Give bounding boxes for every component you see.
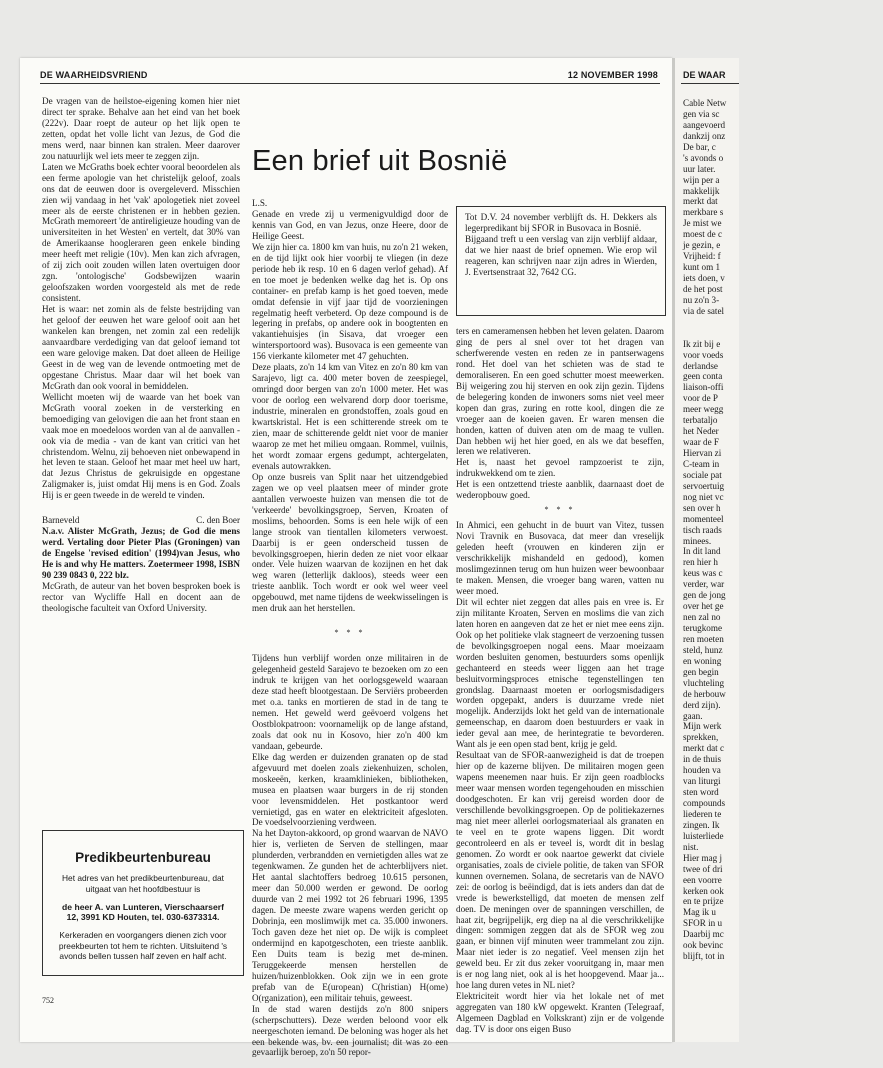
issue-date: 12 NOVEMBER 1998 [567,70,658,80]
section-header: DE WAARHEIDSVRIEND [40,70,148,80]
review-paragraph: Laten we McGraths boek echter vooral beoordelen als een ferme apologie van het christelijk geloof, zoals ons dat de eeuwen door is overgeleverd. Misschien zien wij vandaag in het 'vak' apologetiek niet zoveel meer als de eerste christenen er in hebben gezien. McGrath memoreert 'de antireligieuze houding van de universiteiten in het Westen' en vertelt, dat 30% van de Amerikaanse hoogleraren geen enkele binding meer heeft met religie (10v). Men kan zich afvragen, of zij zich ooit zouden willen laten overtuigen door zgn. 'ontologische' Godsbewijzen waarin geloofszaken worden voorgesteld als met de rede consistent. [42,161,240,304]
next-page-line: terugkome [683,623,723,633]
next-page-line: kunt om 1 [683,262,721,273]
editorial-note-box [456,206,666,316]
section-divider: * * * [334,628,366,638]
article-column-1 [252,198,448,1058]
note-paragraph: Bijgaand treft u een verslag van zijn verblijf aldaar, dat we hier naast de brief opnemen. Wie erop wil reageren, kan schrijven naar zijn adres in Wierden, J. Evertsenstraat 32, 7642 CG. [465,233,657,277]
next-page-line: makkelijk [683,185,720,196]
next-page-line: steld, hunz [683,644,723,655]
next-page-line: Mag ik u [683,907,716,918]
next-page-line: waar de F [683,437,719,448]
next-page-line: kerken ook [683,885,724,896]
article-paragraph: Resultaat van de SFOR-aanwezigheid is dat de troepen hier op de kazerne blijven. De militairen mogen geen wapens meenemen naar huis. Er zijn geen roadblocks meer waar mensen worden tegengehouden en misschien doodgeschoten. Er kan vrij gereisd worden door de verschillende bevolkingsgroepen. Op de politiekazernes mag niet meer allerlei oorlogsmateriaal als granaten en te veel en te grote wapens liggen. Dit wordt gecontroleerd en als er teveel is, wordt dit in beslag genomen. Zo wordt er ook naartoe gewerkt dat civiele organisaties, zoals de civiele politie, de taken van SFOR kunnen overnemen. Solana, de secretaris van de NAVO zei: de oorlog is beëindigd, dat is iets anders dan dat de vrede is bewerkstelligd, dat moeten de mensen zelf doen. De meningen over de spanningen verschillen, de haat zit, begrijpelijk, erg diep na al die verschrikkelijke dingen: sommigen zeggen dat als de SFOR weg zou gaan, er binnen vijf minuten weer trammelant zou zijn. Maar niet ieder is zo negatief. Veel mensen zijn het geweld beu. Er zit dus zeker vooruitgang in, maar men is er nog lang niet, ook al is het hoopgevend. Maar ja... hoe lang duren vetes in NL niet? [456,750,664,991]
article-paragraph: We zijn hier ca. 1800 km van huis, nu zo'n 21 weken, en de tijd lijkt ook hier voorbij te vliegen (in deze periode heb ik resp. 10 en 6 dagen verlof gehad). Af en toe moet je bedenken welke dag het is. Op ons container- en prefab kamp is het goed toeven, mede omdat defensie in vijf jaar tijd de voorzieningen regelmatig heeft verbeterd. Op deze compound is de legering in prefabs, op andere ook in boogtenten en vakantiehuisjes (in Sisava, dat vroeger een wintersportoord was). Busovaca is een gemeente van 156 vierkante kilometer met 47 gehuchten. [252,241,448,362]
bibliography [42,526,240,581]
predikbeurtenbureau-box [42,830,244,976]
next-page-line: C-team in [683,458,720,469]
next-page-line: luisterliede [683,830,724,841]
next-page-text [683,98,883,962]
article-paragraph: Elektriciteit wordt hier via het lokale net of met aggregaten van 180 kW opgewekt. Kranten (Telegraaf, Algemeen Dagblad en Volkskrant) zijn er de volgende dag. TV is door ons eigen Buso [456,991,664,1035]
next-page-line: moest de c [683,229,723,240]
next-page-line: vluchteling [683,677,725,688]
next-page-line: uur later. [683,163,716,174]
next-page-line: wijn per a [683,174,720,185]
article-paragraph: Tijdens hun verblijf worden onze militairen in de gelegenheid gesteld Sarajevo te bezoeken om zo een indruk te krijgen van het oorlogsgeweld waaraan deze stad heeft blootgestaan. De Serviërs probeerden met o.a. tanks en mortieren de stad in de tang te nemen. Het geweld werd geëvoerd volgens het Oostblokpatroon: voornamelijk op de lange afstand, zoals dat ook nu in Kosovo, hier zo'n 400 km vandaan, gebeurde. [252,653,448,751]
salutation: L.S. [252,198,268,208]
page-number: 752 [42,996,54,1005]
next-page-line: ook bevinc [683,940,724,951]
article-title: Een brief uit Bosnië [252,145,508,177]
next-page-line: de het post [683,283,723,294]
review-paragraph: De vragen van de heilstoe-eigening komen hier niet direct ter sprake. Behalve aan het eind van het boek (222v). Daar roept de auteur op het lijk open te zetten, opdat het volle licht van Jezus, de God die mens werd, naar binnen kan stralen. Meer daarover zou natuurlijk wel iets meer te zeggen zijn. [42,96,240,161]
next-page-line: via de satel [683,305,725,316]
next-page-line: Vrijheid: f [683,251,721,262]
author-note: McGrath, de auteur van het boven besproken boek is rector van Wycliffe Hall en docent aan de theologische faculteit van Oxford University. [42,580,240,613]
next-page-line: gen de jong [683,590,726,601]
article-column-2 [456,326,664,1035]
box-title: Predikbeurtenbureau [75,850,211,865]
next-page-line: nist. [683,841,699,852]
next-page-line: tisch raads [683,524,722,535]
next-page-line: derlandse [683,360,718,371]
next-page-edge [672,58,739,1042]
next-page-line: keus was c [683,568,723,579]
next-page-line: je gezin, e [683,240,721,251]
next-page-line: gen via sc [683,108,720,119]
next-page-line: nen zal no [683,612,721,623]
next-page-line: sten word [683,787,719,798]
next-page-line: ren hier h [683,557,718,568]
next-page-line: Mijn werk [683,721,722,732]
next-page-line: liaison-offi [683,382,724,393]
next-page-line: Ik zit bij e [683,338,721,349]
next-page-line: blijft, tot in [683,951,725,962]
next-page-line: liederen te [683,808,722,819]
next-page-line: van liturgi [683,776,721,787]
next-page-line: het Neder [683,426,719,437]
next-page-line: momenteel [683,513,724,524]
next-page-line: De bar, c [683,141,716,152]
next-page-line: Cable Netw [683,98,727,108]
header-rule [40,83,660,84]
next-page-line: Daarbij mc [683,929,724,940]
article-paragraph: Na het Dayton-akkoord, op grond waarvan de NAVO hier is, verlieten de Serven de stellingen, maar plunderden, verbrandden en vernietigden alles wat ze tegenkwamen. Ze gunden het de achterblijvers niet. Het aantal slachtoffers bedroeg 10.615 personen, meer dan 50.000 werden er gewond. De oorlog duurde van 2 mei 1992 tot 26 februari 1996, 1395 dagen. De meeste zware wapens werden gericht op Dobrinja, een moslimwijk met ca. 35.000 inwoners. Toch gaven deze het niet op. De wijk is compleet ondermijnd en kapotgeschoten, een trieste aanblik. Een Duits team is bezig met de-minen. Teruggekeerde mensen herstellen de huizen/huizenblokken. Ook zijn we in een grote prefab van de E(uropean) C(hristian) H(ome) O(rganization), een militair tehuis, geweest. [252,828,448,1003]
next-page-line: voor de P [683,393,718,404]
article-paragraph: In de stad waren destijds zo'n 800 snipers (scherpschutters). Deze werden beloond voor elk neergeschoten iemand. De beloning was hoger als het een bekende was, bv. een journalist; dit was zo een gevaarlijk beroep, zo'n 50 repor- [252,1003,448,1058]
article-paragraph: Deze plaats, zo'n 14 km van Vitez en zo'n 80 km van Sarajevo, ligt ca. 400 meter boven de zeespiegel, omringd door bergen van zo'n 1000 meter. Het was voor de oorlog een welvarend dorp door toerisme, industrie, mineralen en grondstoffen, zoals goud en kwartskristal. Het is een schitterende streek om te zien, maar de schitterende geldt niet voor de manier waarop ze met het milieu omgaan. Rommel, vuilnis, het wordt zomaar ergens gedumpt, achtergelaten, evenals autowrakken. [252,362,448,471]
next-page-line: over het ge [683,601,724,612]
note-paragraph: Tot D.V. 24 november verblijft ds. H. Dekkers als legerpredikant bij SFOR in Busovaca in Bosnië. [465,212,657,233]
next-page-line: meer wegg [683,404,724,415]
next-page-line: derd zijn). [683,699,721,710]
editorial-note [457,207,665,278]
section-divider: * * * [544,505,576,515]
next-page-line: dankzij onz [683,130,726,141]
box-intro: Het adres van het predikbeurtenbureau, dat uitgaat van het hoofdbestuur is [61,873,225,894]
next-page-line: sprekken, [683,732,719,743]
next-page-line: nu zo'n 3- [683,294,720,305]
page-gutter [672,58,675,1042]
next-page-line: merkt dat [683,196,718,207]
next-page-line: iets doen, v [683,273,725,283]
next-page-line: terbataljo [683,415,718,426]
bibliography-text: N.a.v. Alister McGrath, Jezus; de God die mens werd. Vertaling door Pieter Plas (Groningen) van de Engelse 'revised edition' (1994)van Jesus, who He is and why He matters. Zoetermeer 1998, ISBN 90 239 0843 0, 222 blz. [42,526,240,581]
next-page-line: aangevoerd [683,119,726,130]
box-address: de heer A. van Lunteren, Vierschaarserf 12, 3991 KD Houten, tel. 030-6373314. [62,901,224,923]
next-page-line: in de thuis [683,754,722,765]
article-paragraph: ters en cameramensen hebben het leven gelaten. Daarom ging de pers al snel over tot het dragen van scherfwerende vesten en reden ze in pantserwagens rond. Het doel van het schieten was de stad te demoraliseren. En een goed schutter moest meewerken. Bij weigering zou hij sterven en ook zijn gezin. Tijdens de belegering konden de inwoners soms niet veel meer kopen dan gras, zuring en rotte kool, dingen die ze vroeger aan de koeien gaven. Er waren mensen die honden, katten of duiven aten om de maag te vullen. Dan hebben wij het hier goed, en als we dat beseffen, leren we relativeren. [456,326,664,457]
article-paragraph: Het is een ontzettend trieste aanblik, daarnaast doet de wederopbouw goed. [456,479,664,501]
next-page-line: en te prijze [683,896,724,907]
next-page-line: ren moeten [683,633,724,644]
article-paragraph: In Ahmici, een gehucht in de buurt van Vitez, tussen Novi Travnik en Busovaca, dat meer dan vreselijk geleden heeft (vrouwen en kinderen zijn er verschrikkelijk mishandeld en gedood), komen moslimgezinnen terug om hun huizen weer bewoonbaar te maken. Mensen, die vroeger bang waren, vatten nu weer moed. [456,520,664,596]
newspaper-page [20,58,672,1058]
next-page-line: gaan. [683,710,703,721]
next-page-line: Je mist we [683,218,722,229]
next-page-line: merkt dat c [683,743,725,754]
review-column [42,96,240,614]
next-page-line [683,317,883,328]
next-page-line: verder, war [683,579,725,590]
signature-place: Barneveld [42,515,80,526]
next-page-line: voor voeds [683,349,724,360]
next-page-line: nog niet vc [683,491,724,502]
review-paragraph: Het is waar: net zomin als de felste bestrijding van het geloof der eeuwen het ware geloof ooit aan het wankelen kan brengen, net zomin zal een redelijk aanvaardbare verdediging van dat geloof iemand tot een ware gelovige maken. Dat doet alleen de Heilige Geest in de weg van de levende ontmoeting met de opgestane Christus. Maar daar wil het boek van McGrath dan ook vooral in bemiddelen. [42,304,240,391]
signature-name: C. den Boer [196,515,240,526]
next-page-line: SFOR in u [683,918,723,929]
next-page-line: merkbare s [683,207,724,218]
next-page-line: 's avonds o [683,152,724,163]
next-page-header: DE WAAR [683,70,726,80]
article-paragraph: Op onze busreis van Split naar het uitzendgebied zagen we op veel plaatsen meer of minder grote aantallen verwoeste huizen van mensen die tot de 'verkeerde' bevolkingsgroep, Serven, Kroaten of moslims, behoorden. Soms is een hele wijk of een lange strook van tientallen kilometers verwoest. Daarbij is er geen onderscheid tussen de bevolkingsgroepen, hierin deden ze niet voor elkaar onder. Vele huizen waarvan de kozijnen en het dak weg waren (letterlijk dakloos), steeds weer een trieste aanblik. Toch wordt er ook wel weer veel opgebouwd, met name tijdens de weekwisselingen is men druk aan het herstellen. [252,471,448,614]
next-page-line: geen conta [683,371,723,382]
signature [42,515,240,526]
article-paragraph: Genade en vrede zij u vermenigvuldigd door de kennis van God, en van Jezus, onze Heere, door de Heilige Geest. [252,208,448,241]
next-page-line: een voorre [683,874,722,885]
article-paragraph: Elke dag werden er duizenden granaten op de stad afgevuurd met doelen zoals ziekenhuizen, scholen, moskeeën, kerken, kraamklinieken, bibliotheken, musea en plaatsen waar burgers in de rij stonden voor levensmiddelen. Het postkantoor werd vernietigd, gas en water en elektriciteit afgesloten. De voedselvoorziening verdween. [252,751,448,828]
next-page-line: houden va [683,765,721,776]
article-paragraph: Het is, naast het gevoel rampzoerist te zijn, indrukwekkend om te zien. [456,457,664,479]
next-page-line: In dit land [683,546,721,557]
next-page-line: minees. [683,535,712,546]
next-page-line: servoertuig [683,480,725,491]
next-page-line: Hier mag j [683,852,723,863]
next-page-line: sociale pat [683,469,722,480]
article-paragraph: Dit wil echter niet zeggen dat alles pais en vree is. Er zijn militante Kroaten, Serven en moslims die van zich laten horen en aangeven dat ze het er niet mee eens zijn. Ook op het politieke vlak stagneert de verzoening tussen de bevolkingsgroepen nogal eens. Maar moeizaam worden besluiten genomen, bestuurders soms openlijk gechanteerd en steeds weer liggen aan het trage besluitvormingsproces etnische tegenstellingen ten grondslag. Daarnaast moeten er oorlogsmisdadigers worden opgepakt, anders is duurzame vrede niet mogelijk. Anderzijds lokt het geld van de internationale gemeenschap, en daarom doen bestuurders er vaak in ieder geval aan mee, de herintegratie te bevorderen. Want als je een open stad bent, krijg je geld. [456,596,664,750]
next-page-line [683,328,883,339]
box-instructions: Kerkeraden en voorgangers dienen zich voor preekbeurten tot hem te richten. Uitsluitend 's avonds bellen tussen half zeven en half acht. [58,930,228,962]
next-page-rule [681,83,739,84]
next-page-line: Hiervan zi [683,448,722,458]
next-page-line: de herbouw [683,688,726,699]
next-page-line: en woning [683,655,722,666]
next-page-line: compounds [683,798,726,808]
next-page-line: sen over h [683,502,721,513]
next-page-line: gen begin [683,666,719,677]
next-page-line: zingen. Ik [683,819,720,830]
review-paragraph: Wellicht moeten wij de waarde van het boek van McGrath vooral zoeken in de versterking en bemoediging van gelovigen die aan het front staan en vaak moe en moedeloos worden van al de aanvallen - ook via de media - van de kant van critici van het christendom. Welnu, zij behoeven niet onbewapend in het leven te staan. Geloof het maar met heel uw hart, dat Jezus Christus de gekruisigde en opgestane Zaligmaker is, juist omdat Hij mens is en God. Zoals Hij is er geen tweede in de wereld te vinden. [42,391,240,501]
next-page-line: twee of dri [683,863,723,874]
